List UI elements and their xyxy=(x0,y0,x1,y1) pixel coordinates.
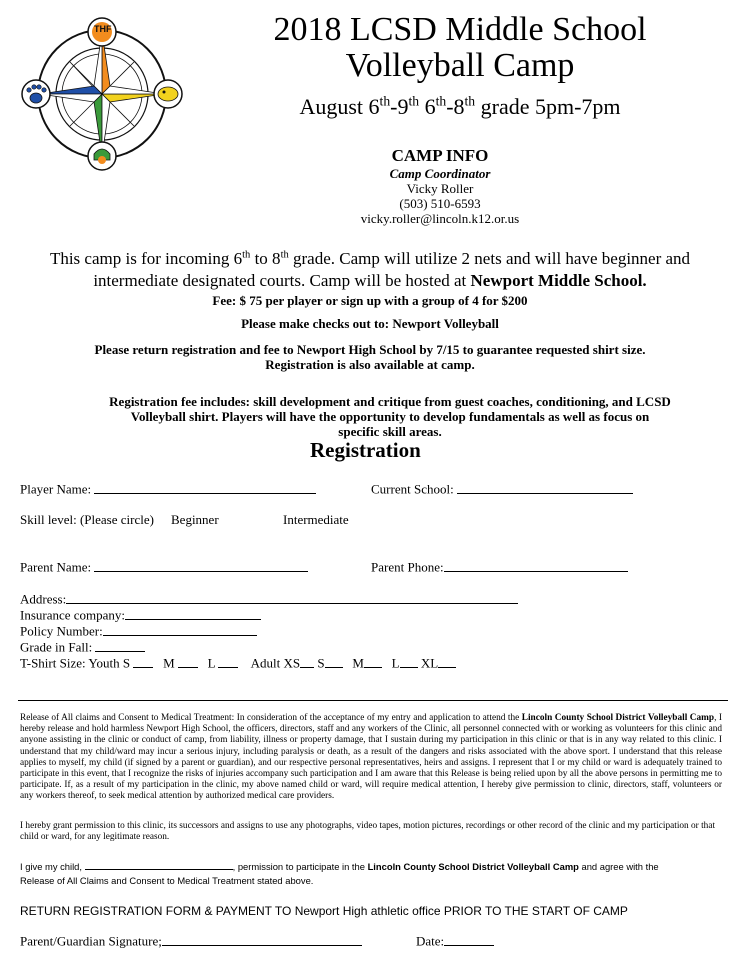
coordinator-phone: (503) 510-6593 xyxy=(399,196,481,211)
skill-beginner-option[interactable]: Beginner xyxy=(171,512,219,527)
fee-line: Fee: $ 75 per player or sign up with a group of 4 for $200 xyxy=(212,293,528,308)
player-name-line[interactable] xyxy=(94,481,316,494)
policy-number-field[interactable]: Policy Number: xyxy=(20,623,257,640)
compass-logo-icon xyxy=(18,14,186,172)
coordinator-email[interactable]: vicky.roller@lincoln.k12.or.us xyxy=(360,211,520,226)
adult-m-line[interactable] xyxy=(364,655,382,668)
coordinator-name: Vicky Roller xyxy=(406,181,474,196)
insurance-line[interactable] xyxy=(125,607,261,620)
youth-l-line[interactable] xyxy=(218,655,238,668)
date-line[interactable] xyxy=(444,933,494,946)
camp-info xyxy=(230,146,650,226)
signature-field[interactable]: Parent/Guardian Signature; xyxy=(20,933,362,950)
grade-line[interactable] xyxy=(95,639,145,652)
signature-line[interactable] xyxy=(162,933,362,946)
current-school-line[interactable] xyxy=(457,481,633,494)
current-school-field[interactable]: Current School: xyxy=(371,481,633,498)
return-form-instructions: RETURN REGISTRATION FORM & PAYMENT TO Newport High athletic office PRIOR TO THE START OF CAMP xyxy=(20,904,628,918)
camp-info-heading: CAMP INFO xyxy=(391,146,489,165)
parent-name-line[interactable] xyxy=(94,559,308,572)
insurance-field[interactable]: Insurance company: xyxy=(20,607,261,624)
grade-field[interactable]: Grade in Fall: xyxy=(20,639,145,656)
release-paragraph: Release of All claims and Consent to Medical Treatment: In consideration of the acceptance of my entry and application to attend the Lincoln County School District Volleyball Camp, I hereby release and hold harmless Newport High School, the officers, directors, staff and any workers of the Clinic, all personnel connected with or working as volunteers for this clinic and anyone assisting in the clinic or conduct of camp, from liability, illness or property damage, that I sustain during my participation in this clinic or that is in any way related to this clinic. I understand that my child/ward may incur a serious injury, including paralysis or death, as a result of the dangers and risks associated with the above sport. I understand that this release applies to myself, my child (if signed by a parent or guardian), and our respective personal representatives, heirs and assigns. I represent that I or my child or ward is adequately trained to participate in this event, that I recognize the risks of injuries accompany such participation and I am aware that this Release is being relied upon by all the above persons in permitting me to participate. If, as a result of my participation in the clinic, my above named child or ward, will require medical attention, I hereby give permission to clinic, directors, staff, volunteers or any workers thereof, to seek medical attention by authorized medical care providers. xyxy=(20,713,722,802)
intro-paragraph: This camp is for incoming 6th to 8th grade. Camp will utilize 2 nets and will have beginner and intermediate designated courts. Camp will be hosted at Newport Middle School. xyxy=(49,249,691,290)
return-note: Please return registration and fee to Newport High School by 7/15 to guarantee requested shirt size. Registration is also available at camp. xyxy=(94,342,646,372)
date-field[interactable]: Date: xyxy=(416,933,494,950)
adult-xs-line[interactable] xyxy=(300,655,314,668)
page-title xyxy=(200,12,720,84)
youth-m-line[interactable] xyxy=(178,655,198,668)
tshirt-size-field[interactable]: T-Shirt Size: Youth S M L Adult XS S M L XL xyxy=(20,655,456,672)
logo-badge-text: THF xyxy=(94,24,112,34)
media-permission-paragraph: I hereby grant permission to this clinic, its successors and assigns to use any photographs, video tapes, motion pictures, recordings or other record of the clinic and my participation or that child or ward, for any legitimate reason. xyxy=(20,821,716,843)
consent-paragraph: I give my child, , permission to participate in the Lincoln County School District Volleyball Camp and agree with the Release of All Claims and Consent to Medical Treatment stated above. xyxy=(20,861,659,886)
skill-level-row: Skill level: (Please circle) xyxy=(20,512,154,527)
address-line[interactable] xyxy=(66,591,518,604)
title-line-1: 2018 LCSD Middle School xyxy=(273,11,647,48)
camp-logo xyxy=(18,14,186,172)
player-name-field[interactable]: Player Name: xyxy=(20,481,316,498)
coordinator-role: Camp Coordinator xyxy=(389,166,491,181)
parent-phone-field[interactable]: Parent Phone: xyxy=(371,559,628,576)
skill-intermediate-option[interactable]: Intermediate xyxy=(283,512,349,527)
adult-s-line[interactable] xyxy=(325,655,343,668)
registration-heading: Registration xyxy=(310,438,421,462)
child-name-line[interactable] xyxy=(85,861,233,870)
adult-l-line[interactable] xyxy=(400,655,418,668)
address-field[interactable]: Address: xyxy=(20,591,518,608)
policy-number-line[interactable] xyxy=(103,623,257,636)
adult-xl-line[interactable] xyxy=(438,655,456,668)
camp-dates: August 6th-9th 6th-8th grade 5pm-7pm xyxy=(299,93,621,119)
section-divider xyxy=(18,700,728,701)
title-line-2: Volleyball Camp xyxy=(345,47,575,84)
parent-phone-line[interactable] xyxy=(444,559,628,572)
checks-line: Please make checks out to: Newport Volleyball xyxy=(241,316,499,331)
parent-name-field[interactable]: Parent Name: xyxy=(20,559,308,576)
includes-note: Registration fee includes: skill development and critique from guest coaches, conditioning, and LCSD Volleyball shirt. Players will have the opportunity to develop fundamentals as well as focus on specific skill areas. xyxy=(109,394,671,439)
youth-s-line[interactable] xyxy=(133,655,153,668)
